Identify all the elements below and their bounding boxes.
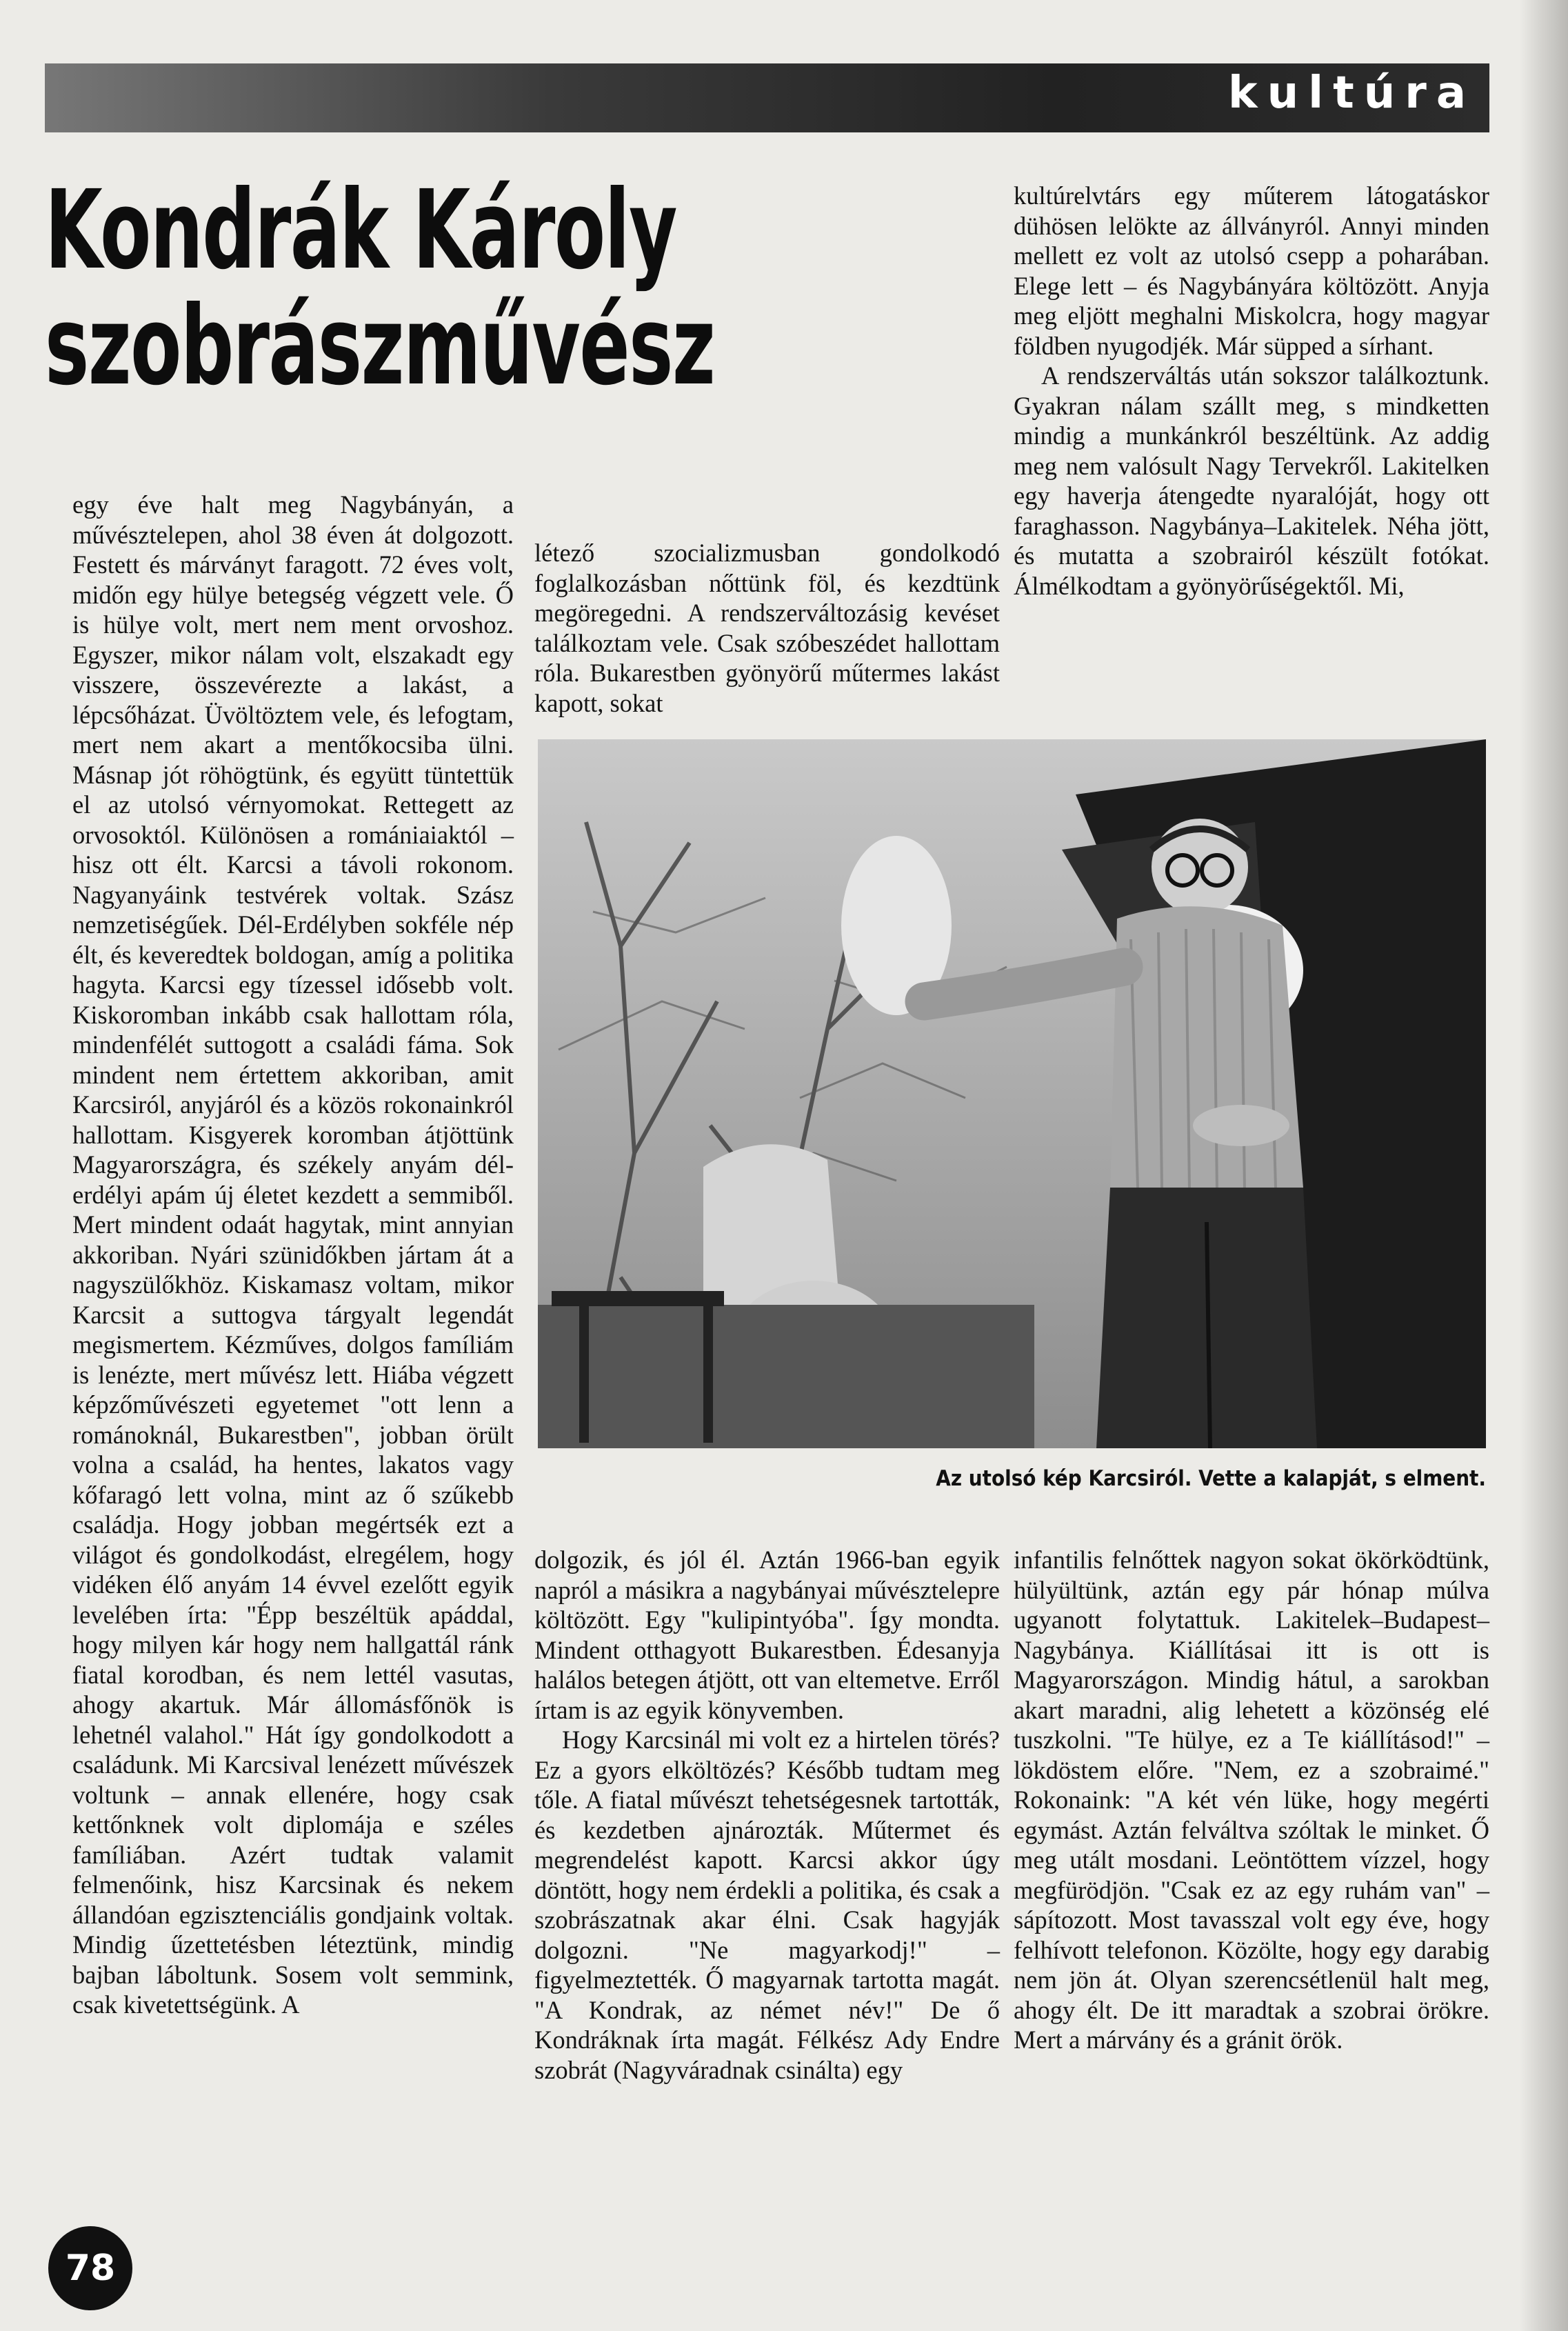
article-photo bbox=[538, 739, 1486, 1448]
article-title-line1: Kondrák Károly bbox=[45, 167, 676, 294]
paragraph: kultúrelvtárs egy műterem látogatáskor dühösen lelökte az állványról. Annyi minden mellett ez volt az utolsó csepp a poharában. Elege lett – és Nagybányára költözött. Anyja meg eljött meghalni Miskolcra, hogy magyar földben nyugodjék. Már süpped a sírhant. bbox=[1014, 181, 1489, 360]
paragraph: Hogy Karcsinál mi volt ez a hirtelen törés? Ez a gyors elköltözés? Később tudtam meg tőle. A fiatal művészt tehetségesnek tartották, és kezdetben ajnározták. Műtermet és megrendelést kapott. Karcsi akkor úgy döntött, hogy nem érdekli a politika, és csak a szobrászatnak akar élni. Csak hagyják dolgozni. "Ne magyarkodj!" – figyelmeztették. Ő magyarnak tartotta magát. "A Kondrak, az német név!" De ő Kondráknak írta magát. Félkész Ady Endre szobrát (Nagyváradnak csinálta) egy bbox=[534, 1725, 1000, 2084]
section-label: kultúra bbox=[1228, 68, 1476, 119]
paragraph: létező szocializmusban gondolkodó foglalkozásban nőttünk föl, és kezdtünk megöregedni. A rendszerváltozásig kevéset találkoztam vele. Csak szóbeszédet hallottam róla. Bukarestben gyönyörű műtermes lakást kapott, sokat bbox=[534, 539, 1000, 717]
column-3-top bbox=[1014, 181, 1489, 601]
paragraph: A rendszerváltás után sokszor találkoztunk. Gyakran nálam szállt meg, s mindketten mindig a munkánkról beszéltünk. Az addig meg nem valósult Nagy Tervekről. Lakitelken egy haverja átengedte nyaralóját, hogy ott faraghasson. Nagybánya–Lakitelek. Néha jött, és mutatta a szobrairól készült fotókat. Álmélkodtam a gyönyörűségektől. Mi, bbox=[1014, 361, 1489, 600]
paragraph: dolgozik, és jól él. Aztán 1966-ban egyik napról a másikra a nagybányai művésztelepre költözött. Egy "kulipintyóba". Így mondta. Mindent otthagyott Bukarestben. Édesanyja halálos betegen átjött, ott van eltemetve. Erről írtam is az egyik könyvemben. bbox=[534, 1545, 1000, 1724]
page-number: 78 bbox=[48, 2226, 132, 2310]
column-2-bottom bbox=[534, 1545, 1000, 2085]
paragraph: infantilis felnőttek nagyon sokat ökörködtünk, hülyültünk, aztán egy pár hónap múlva ugyanott folytattuk. Lakitelek–Budapest–Nagybánya. Kiállításai itt is ott is Magyarországon. Mindig hátul, a sarokban akart maradni, alig lehetett a közönség elé tuszkolni. "Te hülye, ez a Te kiállításod!" – lökdöstem előre. "Nem, ez a szobraimé." Rokonaink: "A két vén lüke, hogy megérti egymást. Aztán felváltva szóltak le minket. Ő meg utált mosdani. Leöntöttem vízzel, hogy megfürödjön. "Csak ez az egy ruhám van" – sápítozott. Most tavasszal volt egy éve, hogy felhívott telefonon. Közölte, hogy egy darabig nem jön át. Olyan szerencsétlenül halt meg, ahogy élt. De itt maradtak a szobrai örökre. Mert a márvány és a gránit örök. bbox=[1014, 1545, 1489, 2054]
column-3-bottom bbox=[1014, 1545, 1489, 2055]
section-header-bar bbox=[45, 63, 1489, 132]
page-edge-shadow bbox=[1520, 0, 1568, 2331]
column-2-top bbox=[534, 538, 1000, 718]
article-title bbox=[45, 167, 715, 410]
photo-caption: Az utolsó kép Karcsiról. Vette a kalapját, s elment. bbox=[936, 1466, 1486, 1491]
column-1 bbox=[72, 490, 514, 2020]
article-title-line2: szobrászművész bbox=[45, 283, 715, 410]
paragraph: egy éve halt meg Nagybányán, a művésztelepen, ahol 38 éven át dolgozott. Festett és márványt faragott. 72 éves volt, midőn egy hülye betegség végzett vele. Ő is hülye volt, mert nem ment orvoshoz. Egyszer, mikor nálam volt, elszakadt egy visszere, összevérezte a lakást, a lépcsőházat. Üvöltöztem vele, és lefogtam, mert nem akart a mentőkocsiba ülni. Másnap jót röhögtünk, és együtt tüntettük el az utolsó vérnyomokat. Rettegett az orvosoktól. Különösen a romániaiaktól – hisz ott élt. Karcsi a távoli rokonom. Nagyanyáink testvérek voltak. Szász nemzetiségűek. Dél-Erdélyben sokféle nép élt, és keveredtek boldogan, amíg a politika hagyta. Karcsi egy tízessel idősebb volt. Kiskoromban inkább csak hallottam róla, mindenfélét suttogott a családi fáma. Sok mindent nem értettem akkoriban, amit Karcsiról, anyjáról és a közös rokonainkról hallottam. Kisgyerek koromban átjöttünk Magyarországra, és székely anyám dél-erdélyi apám új életet kezdett a semmiből. Mert mindent odaát hagytak, mint annyian akkoriban. Nyári szünidőkben jártam át a nagyszülőkhöz. Kiskamasz voltam, mikor Karcsit a suttogva tárgyalt legendát megismertem. Kézműves, dolgos famíliám is lenézte, mert művész lett. Hiába végzett képzőművészeti egyetemet "ott lenn a románoknál, Bukarestben", jobban örült volna a család, ha hentes, lakatos vagy kőfaragó lett volna, mint az ő szűkebb családja. Hogy jobban megértsék ezt a világot és gondolkodást, elregélem, hogy vidéken élő anyám 14 évvel ezelőtt egyik levelében írta: "Épp beszéltük apáddal, hogy milyen kár hogy nem hallgattál ránk fiatal korodban, és nem lettél vasutas, ahogy akartuk. Már állomásfőnök is lehetnél valahol." Hát így gondolkodott a családunk. Mi Karcsival lenézett művészek voltunk – annak ellenére, hogy csak kettőnknek volt diplomája e széles famíliában. Azért tudtak valamit felmenőink, hisz Karcsinak és nekem állandóan egzisztenciális gondjaink voltak. Mindig űzettetésben léteztünk, mindig bajban láboltunk. Sosem volt semmink, csak kivetettségünk. A bbox=[72, 490, 514, 2019]
photo-illustration bbox=[538, 739, 1486, 1448]
